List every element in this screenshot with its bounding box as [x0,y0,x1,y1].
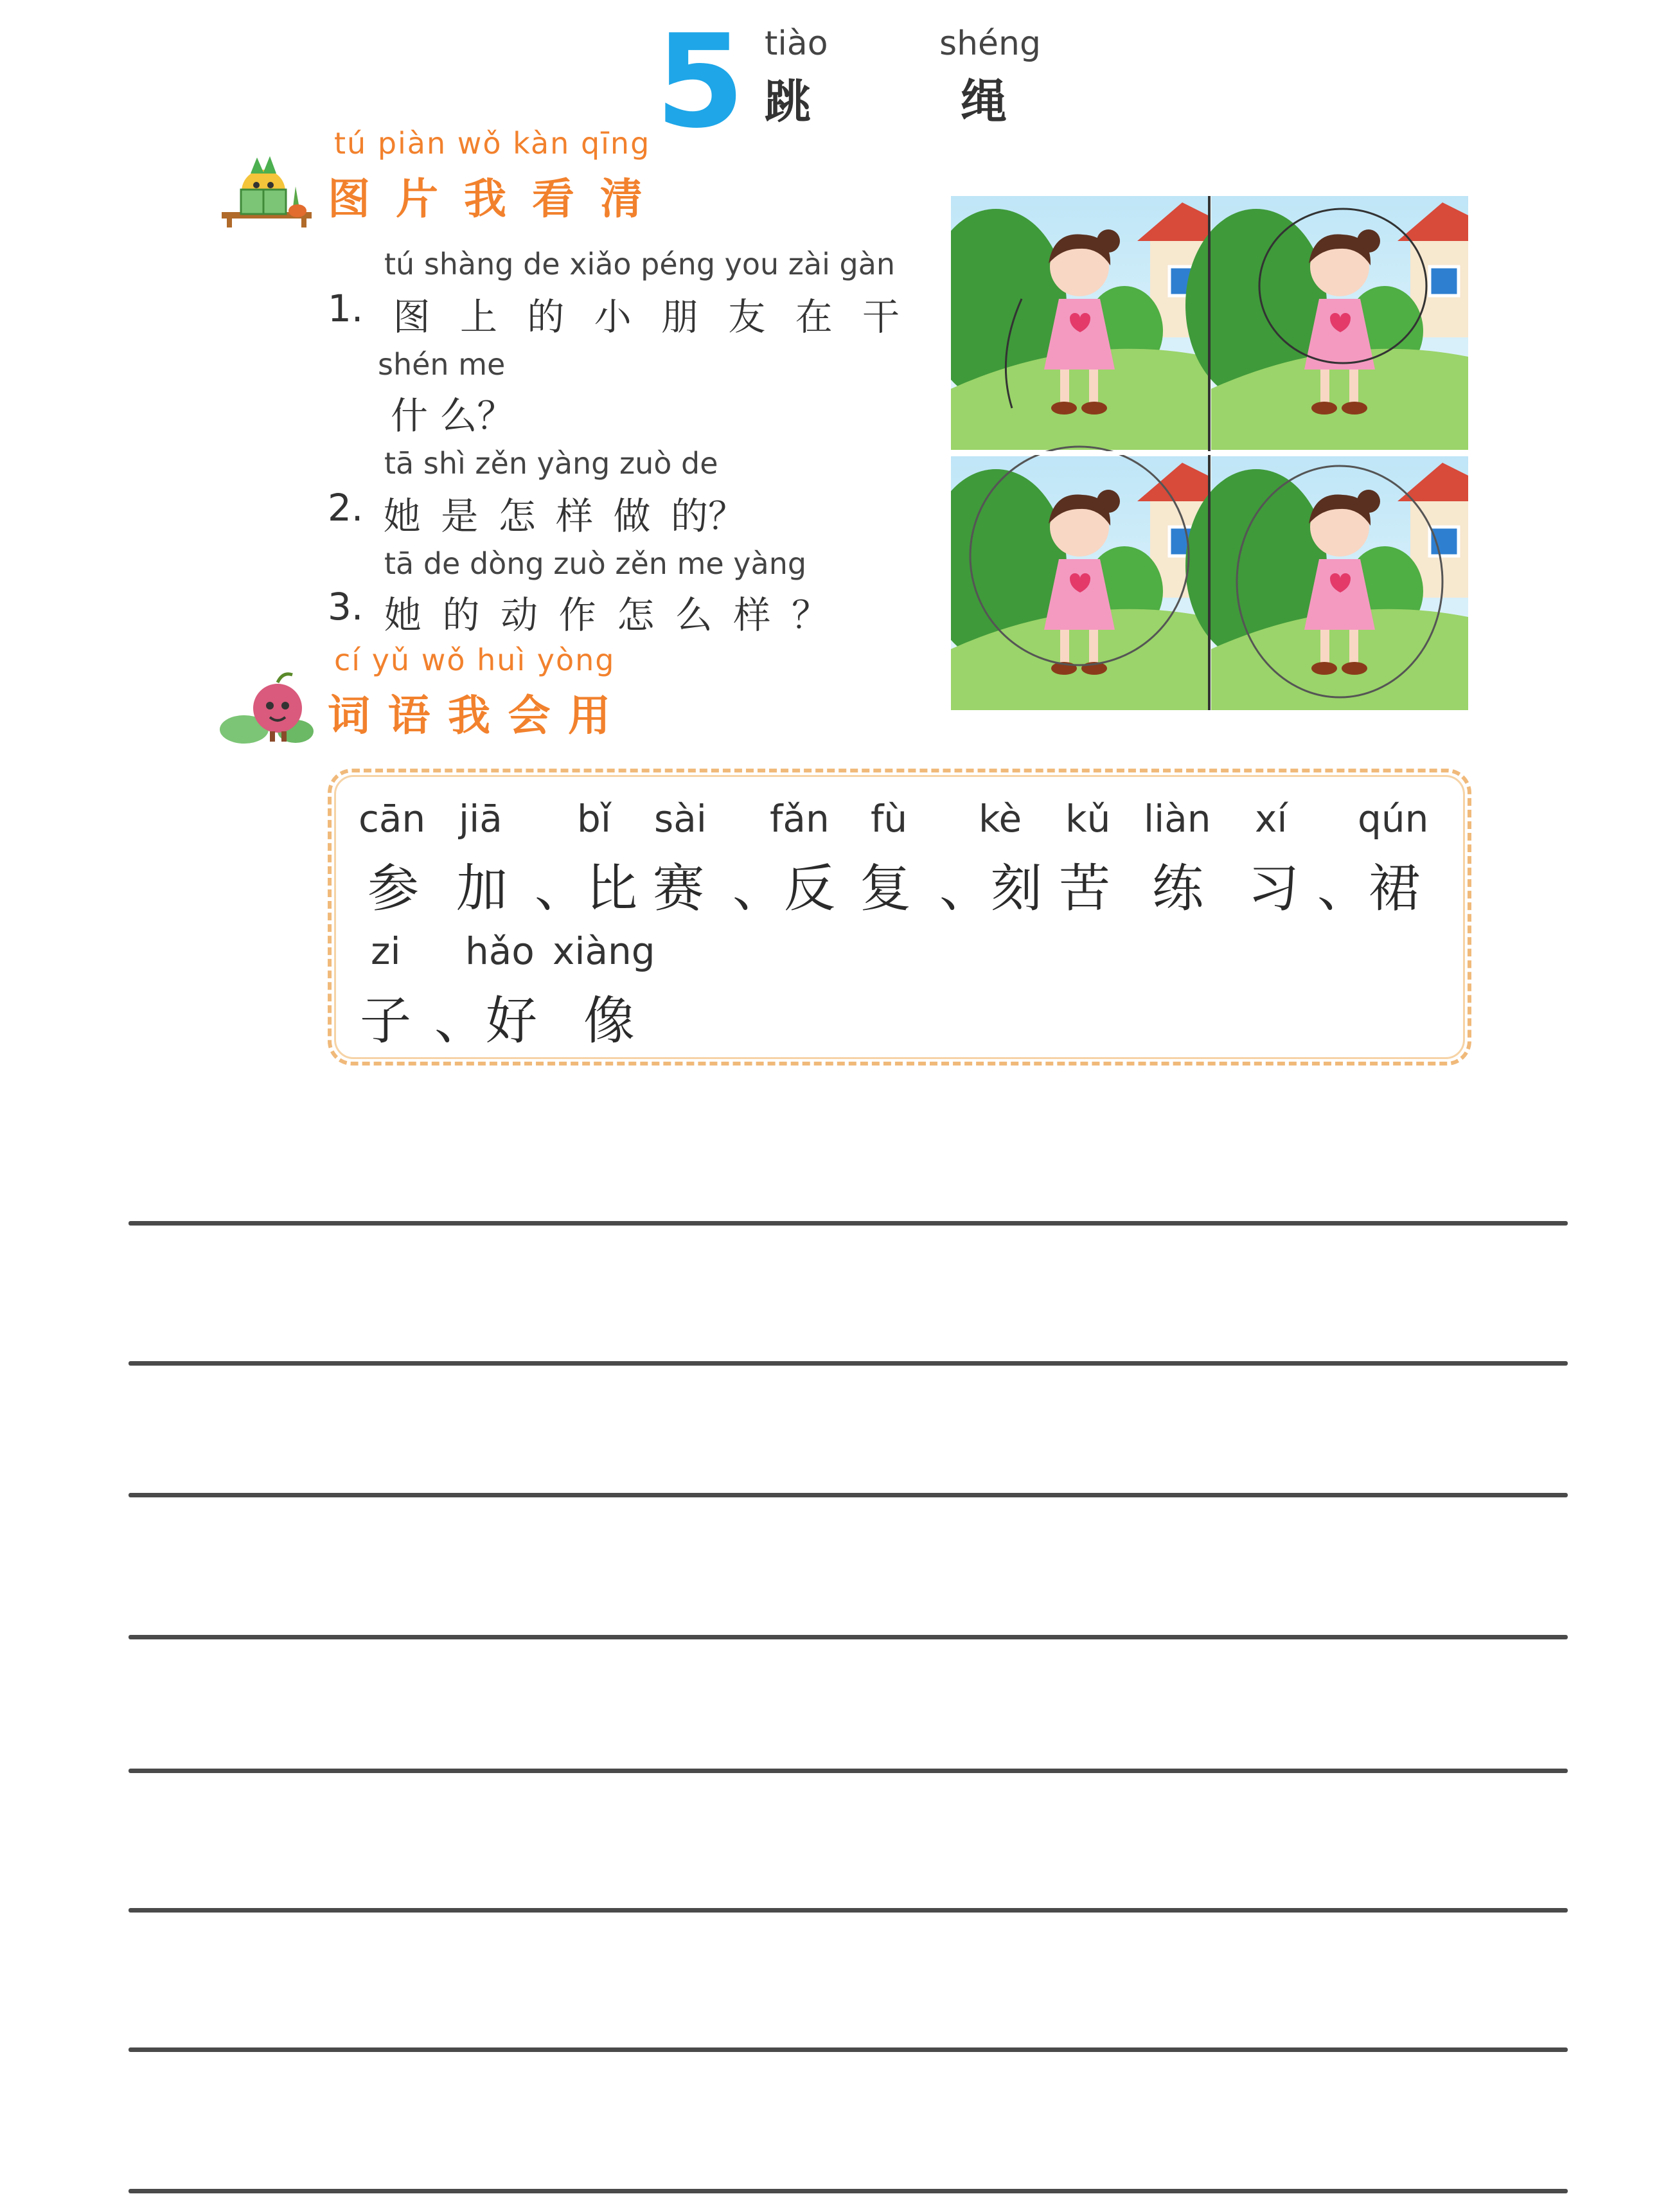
section-words-pinyin: cí yǔ wǒ huì yòng [334,643,616,677]
vocab-pinyin: fù [871,797,908,841]
section-words-char: 用 [568,691,610,740]
vocab-hanzi: 参 [368,859,419,918]
vocab-hanzi: 子 [360,991,411,1051]
jump-rope-comic-picture [951,196,1468,710]
vocab-pinyin: sài [654,797,707,841]
q1-char: 在 [795,295,833,339]
q1-char: 友 [728,295,766,339]
vocab-pinyin: kè [979,797,1022,841]
vocab-pinyin: kǔ [1065,797,1111,841]
writing-line [129,1493,1568,1497]
title-pinyin-1: tiào [765,24,828,63]
title-hanzi-1: 跳 [765,75,812,129]
section-words-char: 会 [508,691,551,740]
q3-char: 样 [733,593,771,637]
q3-char: 她 [384,593,421,637]
writing-line [129,1908,1568,1913]
vocab-hanzi: 习 [1248,859,1299,918]
question-1-cont-text: 什 么？ [391,394,515,438]
q3-char: 动 [501,593,538,637]
q2-char: 是 [441,494,479,538]
vocab-pinyin: liàn [1144,797,1211,841]
vocab-pinyin: hǎo [465,929,535,973]
section-words-char: 我 [448,691,490,740]
vocab-hanzi: 、裙 [1317,859,1420,918]
vocab-hanzi: 、好 [434,991,537,1051]
title-hanzi-2: 绳 [961,75,1007,129]
question-2-pinyin: tā shì zěn yàng zuò de [384,446,718,481]
section-picture-char: 片 [396,174,438,224]
q1-char: 1. [328,287,364,330]
q3-char: 的 [442,593,480,637]
q2-char: 怎 [498,494,536,538]
vocab-hanzi: 练 [1152,859,1203,918]
vocab-pinyin: cān [359,797,426,841]
question-1-text [328,287,900,341]
vocab-pinyin: xiàng [553,929,655,973]
section-picture-pinyin: tú piàn wǒ kàn qīng [334,126,651,161]
question-3-text [328,585,829,639]
q1-char: 干 [862,295,900,339]
q1-char: 上 [459,295,497,339]
vocab-hanzi: 、反 [732,859,835,918]
q1-char: 的 [527,295,565,339]
title-pinyin-2: shéng [939,24,1042,63]
q3-char: ？ [791,593,829,637]
section-picture-char: 清 [600,174,643,224]
vocab-pinyin: zi [371,929,401,973]
apple-character-icon [218,668,315,745]
q1-char: 小 [594,295,632,339]
section-words-title [328,681,610,742]
section-picture-char: 看 [532,174,574,224]
question-2-text [328,486,745,540]
writing-line [129,1361,1568,1366]
question-1-cont-pinyin: shén me [378,347,506,382]
section-picture-char: 我 [464,174,506,224]
writing-line [129,1221,1568,1226]
q1-char: 朋 [661,295,698,339]
vocab-pinyin: xí [1255,797,1288,841]
vocab-pinyin: bǐ [577,797,611,841]
q3-char: 么 [675,593,713,637]
q2-char: 2. [328,486,364,530]
vocab-hanzi: 像 [583,991,635,1051]
vocab-hanzi: 赛 [653,859,704,918]
q2-char: 样 [556,494,594,538]
q2-char: 她 [383,494,421,538]
vocab-hanzi: 、比 [535,859,637,918]
vocab-pinyin: qún [1358,797,1429,841]
writing-line [129,2189,1568,2193]
q3-char: 3. [328,585,364,629]
section-picture-char: 图 [328,174,370,224]
q3-char: 怎 [617,593,655,637]
pineapple-reading-icon [222,154,312,228]
vocab-hanzi: 、刻 [939,859,1042,918]
vocab-hanzi: 复 [860,859,911,918]
section-words-char: 语 [387,691,430,740]
question-1-pinyin: tú shàng de xiǎo péng you zài gàn [384,247,896,281]
vocab-pinyin: jiā [459,797,502,841]
writing-line [129,1769,1568,1773]
question-3-pinyin: tā de dòng zuò zěn me yàng [384,546,807,581]
writing-line [129,2047,1568,2052]
writing-line [129,1635,1568,1639]
q1-char: 图 [393,295,430,339]
vocab-hanzi: 苦 [1059,859,1110,918]
q2-char: 做 [613,494,651,538]
lesson-number: 5 [655,7,745,157]
vocab-pinyin: fǎn [770,797,830,841]
q3-char: 作 [558,593,596,637]
q2-char: 的？ [670,494,745,538]
section-picture-title [328,165,643,226]
vocab-hanzi: 加 [456,859,508,918]
section-words-char: 词 [328,691,370,740]
